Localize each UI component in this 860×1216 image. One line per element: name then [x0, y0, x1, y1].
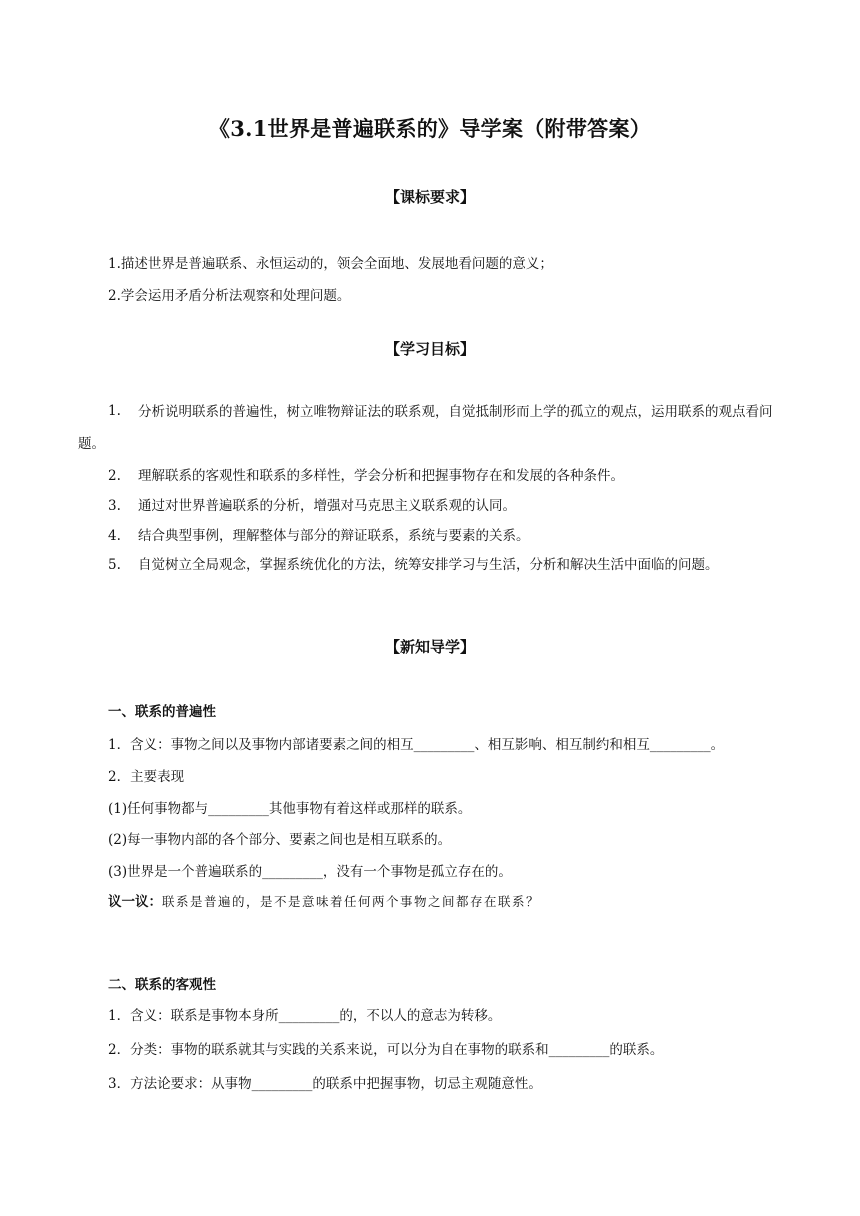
- section2-line: 3．方法论要求：从事物_________的联系中把握事物，切忌主观随意性。: [108, 1076, 542, 1092]
- objective-text: 通过对世界普遍联系的分析，增强对马克思主义联系观的认同。: [138, 498, 516, 514]
- section1-line: (1)任何事物都与_________其他事物有着这样或那样的联系。: [108, 801, 472, 817]
- curriculum-heading: 【课标要求】: [384, 188, 475, 206]
- section1-line: (3)世界是一个普遍联系的_________，没有一个事物是孤立存在的。: [108, 864, 512, 880]
- objective-item: [108, 553, 798, 573]
- section1-line: (2)每一事物内部的各个部分、要素之间也是相互联系的。: [108, 832, 452, 848]
- objective-number: 2.: [108, 468, 121, 484]
- discussion-prompt: [108, 890, 788, 910]
- new-knowledge-heading: 【新知导学】: [384, 638, 475, 656]
- curriculum-item: 2.学会运用矛盾分析法观察和处理问题。: [108, 288, 351, 304]
- objective-text: 结合典型事例，理解整体与部分的辩证联系，系统与要素的关系。: [138, 528, 530, 544]
- discussion-text: 联系是普遍的，是不是意味着任何两个事物之间都存在联系？: [162, 894, 541, 909]
- section2-line: 1．含义：联系是事物本身所_________的，不以人的意志为转移。: [108, 1008, 502, 1024]
- objective-number: 5.: [108, 557, 121, 573]
- section2-title: 二、联系的客观性: [108, 977, 216, 993]
- section1-title: 一、联系的普遍性: [108, 704, 216, 720]
- objective-text: 分析说明联系的普遍性，树立唯物辩证法的联系观，自觉抵制形而上学的孤立的观点，运用联系的观点看问题。: [78, 404, 773, 452]
- objective-text: 理解联系的客观性和联系的多样性，学会分析和把握事物存在和发展的各种条件。: [138, 468, 624, 484]
- objective-number: 1.: [108, 403, 121, 419]
- section2-line: 2．分类：事物的联系就其与实践的关系来说，可以分为自在事物的联系和_________的联系。: [108, 1042, 664, 1058]
- objective-number: 3.: [108, 498, 121, 514]
- objective-item: [108, 524, 798, 544]
- section1-line: 2．主要表现: [108, 769, 185, 785]
- objectives-heading: 【学习目标】: [384, 340, 475, 358]
- objective-item: [108, 494, 798, 514]
- objective-number: 4.: [108, 528, 121, 544]
- document-title: 《3.1世界是普遍联系的》导学案（附带答案）: [208, 116, 652, 141]
- objective-text: 自觉树立全局观念，掌握系统优化的方法，统筹安排学习与生活，分析和解决生活中面临的问题。: [138, 557, 719, 573]
- objective-item: [108, 464, 798, 484]
- curriculum-item: 1.描述世界是普遍联系、永恒运动的，领会全面地、发展地看问题的意义；: [108, 256, 553, 272]
- section1-line: 1．含义：事物之间以及事物内部诸要素之间的相互_________、相互影响、相互制约和相互_________。: [108, 737, 725, 753]
- discussion-label: 议一议：: [108, 894, 162, 910]
